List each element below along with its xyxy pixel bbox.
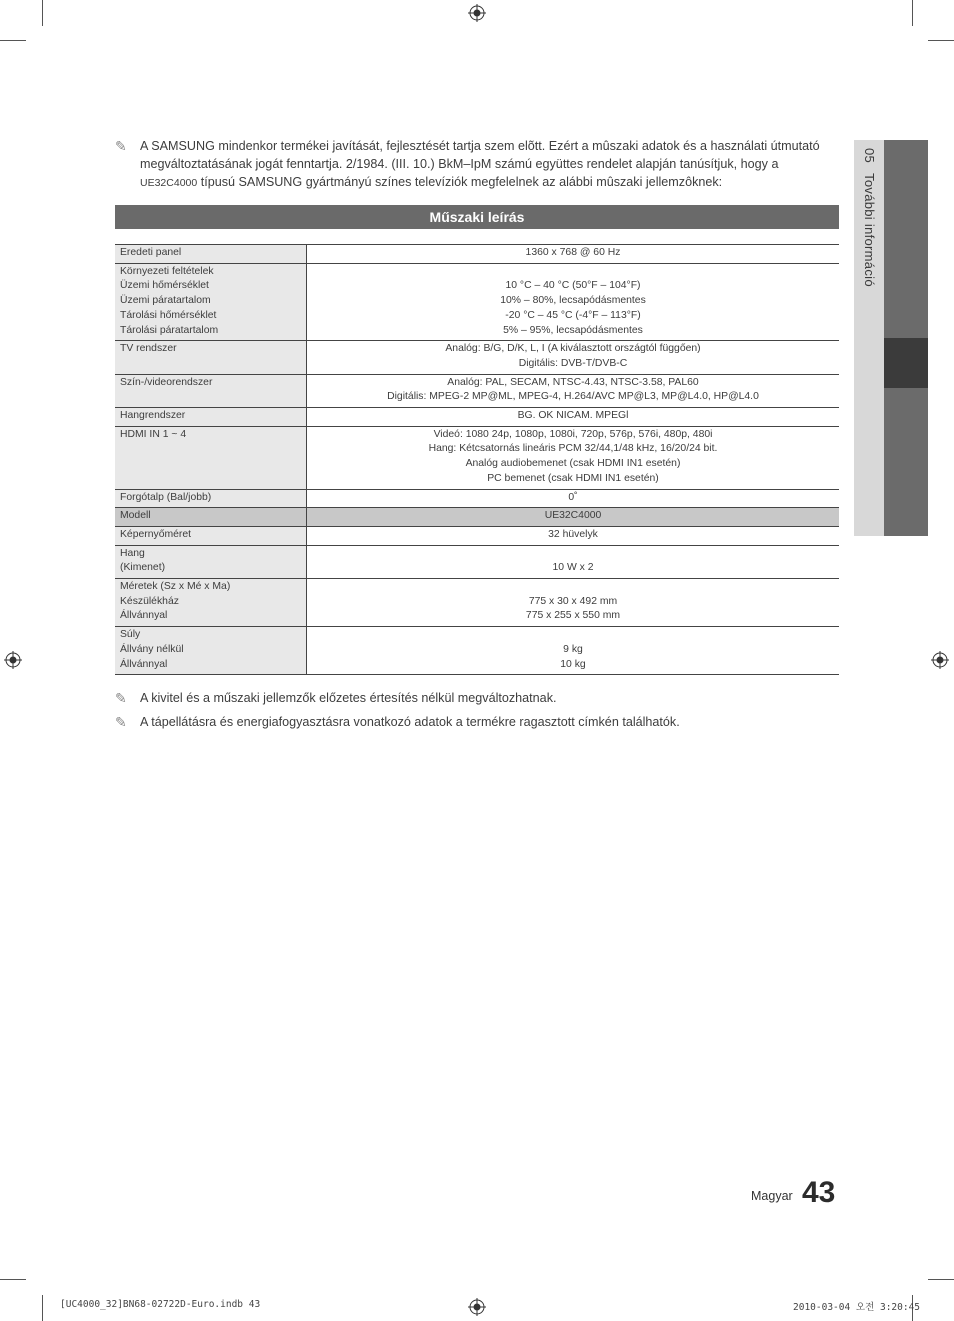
spec-row — [115, 341, 839, 374]
crop-mark — [928, 40, 954, 41]
spec-table — [115, 244, 839, 675]
spec-value-line: Analóg audiobemenet (csak HDMI IN1 esetén) — [465, 458, 681, 470]
spec-value — [307, 245, 840, 264]
spec-label — [115, 627, 307, 675]
spec-value-line: 10% – 80%, lecsapódásmentes — [500, 295, 646, 307]
intro-note — [115, 137, 839, 192]
spec-label — [115, 263, 307, 341]
pencil-note-icon: ✎ — [115, 138, 127, 154]
spec-label-line: Állvány nélkül — [120, 643, 184, 655]
spec-value-line: 0˚ — [568, 491, 578, 503]
spec-label-line: Üzemi hőmérséklet — [120, 280, 209, 292]
crop-mark — [42, 1295, 43, 1321]
side-tab-label — [862, 148, 877, 287]
spec-label-line: Modell — [120, 510, 151, 522]
bottom-note-text: A tápellátásra és energiafogyasztásra vonatkozó adatok a termékre ragasztott címkén találhatók. — [140, 715, 680, 729]
crop-mark — [912, 0, 913, 26]
spec-value — [307, 341, 840, 374]
crop-mark — [0, 1279, 26, 1280]
spec-row — [115, 408, 839, 427]
spec-value-line: 10 kg — [560, 658, 586, 670]
spec-label-line: Üzemi páratartalom — [120, 295, 211, 307]
spec-label-line: Képernyőméret — [120, 528, 192, 540]
spec-value-line: Hang: Kétcsatornás lineáris PCM 32/44,1/48 kHz, 16/20/24 bit. — [428, 443, 718, 455]
intro-text-after: típusú SAMSUNG gyártmányú színes televíziók megfelelnek az alábbi mûszaki jellemzôknek: — [197, 175, 723, 189]
spec-row — [115, 579, 839, 627]
spec-value-line: 9 kg — [563, 643, 583, 655]
spec-row — [115, 374, 839, 407]
spec-label-line: Eredeti panel — [120, 247, 182, 258]
footer-timestamp: 2010-03-04 오전 3:20:45 — [793, 1302, 921, 1313]
spec-value-line: Digitális: DVB-T/DVB-C — [518, 357, 628, 369]
registration-mark-icon — [4, 651, 22, 669]
spec-label-line: (Kimenet) — [120, 562, 166, 574]
spec-label-line: Hang — [120, 547, 145, 559]
chapter-number: 05 — [862, 148, 877, 164]
spec-value-line: 775 x 30 x 492 mm — [528, 595, 618, 607]
spec-label — [115, 526, 307, 545]
spec-value-line: 1360 x 768 @ 60 Hz — [525, 247, 621, 258]
spec-value — [307, 545, 840, 578]
spec-value — [307, 627, 840, 675]
spec-label-line: TV rendszer — [120, 343, 177, 355]
spec-label-line: Állvánnyal — [120, 610, 168, 622]
spec-value — [307, 579, 840, 627]
intro-model: UE32C4000 — [140, 177, 198, 189]
spec-label-line: Készülékház — [120, 595, 179, 607]
spec-value-line: PC bemenet (csak HDMI IN1 esetén) — [487, 472, 659, 484]
crop-mark — [928, 1279, 954, 1280]
footer-file: [UC4000_32]BN68-02722D-Euro.indb 43 — [60, 1299, 261, 1310]
spec-value-line: Analóg: B/G, D/K, L, I (A kiválasztott országtól függően) — [445, 343, 701, 355]
spec-value — [307, 374, 840, 407]
bottom-note — [115, 713, 839, 731]
spec-label-line: Tárolási páratartalom — [120, 324, 219, 336]
pencil-note-icon: ✎ — [115, 690, 127, 706]
spec-value — [307, 526, 840, 545]
spec-value-line: 10 W x 2 — [552, 562, 594, 574]
spec-value-line: BG. OK NICAM. MPEGl — [517, 410, 629, 422]
spec-row — [115, 627, 839, 675]
spec-label — [115, 374, 307, 407]
crop-mark — [42, 0, 43, 26]
spec-label-line: Szín-/videorendszer — [120, 376, 213, 388]
spec-label-line: HDMI IN 1 ~ 4 — [120, 428, 187, 440]
spec-label — [115, 489, 307, 508]
bottom-note — [115, 689, 839, 707]
spec-label — [115, 508, 307, 527]
spec-label — [115, 245, 307, 264]
page-number: 43 — [802, 1176, 836, 1209]
spec-label — [115, 579, 307, 627]
spec-row — [115, 263, 839, 341]
spec-value — [307, 489, 840, 508]
registration-mark-icon — [931, 651, 949, 669]
spec-value-line: Videó: 1080 24p, 1080p, 1080i, 720p, 576p, 576i, 480p, 480i — [433, 428, 713, 440]
spec-label-line: Állvánnyal — [120, 658, 168, 670]
spec-row — [115, 508, 839, 527]
spec-value-line: Digitális: MPEG-2 MP@ML, MPEG-4, H.264/AVC MP@L3, MP@L4.0, HP@L4.0 — [387, 391, 759, 403]
spec-value — [307, 263, 840, 341]
spec-label-line: Hangrendszer — [120, 410, 186, 422]
spec-label — [115, 545, 307, 578]
section-title: Műszaki leírás — [115, 205, 839, 229]
intro-text-before: A SAMSUNG mindenkor termékei javítását, fejlesztését tartja szem elõtt. Ezért a mûszaki adatok és a használati útmutató megváltoztatásának jogát fenntartja. 2/1984. (III. 10.) BkM–IpM számú együttes rendelet alapján tanúsítjuk, hogy a — [140, 139, 820, 171]
spec-value-line: Analóg: PAL, SECAM, NTSC-4.43, NTSC-3.58, PAL60 — [447, 376, 699, 388]
spec-value-line: UE32C4000 — [544, 510, 602, 522]
spec-value-line: 32 hüvelyk — [548, 528, 598, 540]
spec-value-line: 10 °C – 40 °C (50°F – 104°F) — [505, 280, 641, 292]
spec-label-line: Méretek (Sz x Mé x Ma) — [120, 581, 231, 593]
spec-value-line: -20 °C – 45 °C (-4°F – 113°F) — [505, 309, 641, 321]
spec-value-line: 5% – 95%, lecsapódásmentes — [503, 324, 643, 336]
page-language: Magyar — [751, 1189, 793, 1203]
bottom-note-text: A kivitel és a műszaki jellemzők előzetes értesítés nélkül megváltozhatnak. — [140, 691, 557, 705]
spec-value — [307, 426, 840, 489]
spec-row — [115, 245, 839, 264]
spec-label — [115, 426, 307, 489]
spec-label — [115, 341, 307, 374]
pencil-note-icon: ✎ — [115, 714, 127, 730]
spec-label-line: Forgótalp (Bal/jobb) — [120, 491, 212, 503]
side-tab-marker — [884, 338, 928, 388]
spec-row — [115, 526, 839, 545]
registration-mark-icon — [468, 1298, 486, 1316]
crop-mark — [0, 40, 26, 41]
spec-label-line: Környezeti feltételek — [120, 265, 214, 277]
spec-label-line: Tárolási hőmérséklet — [120, 309, 217, 321]
spec-row — [115, 545, 839, 578]
spec-row — [115, 426, 839, 489]
spec-value-line: 775 x 255 x 550 mm — [525, 610, 621, 622]
chapter-title: További információ — [862, 173, 877, 287]
spec-row — [115, 489, 839, 508]
spec-value — [307, 508, 840, 527]
spec-value — [307, 408, 840, 427]
spec-label — [115, 408, 307, 427]
spec-label-line: Súly — [120, 629, 141, 641]
registration-mark-icon — [468, 4, 486, 22]
